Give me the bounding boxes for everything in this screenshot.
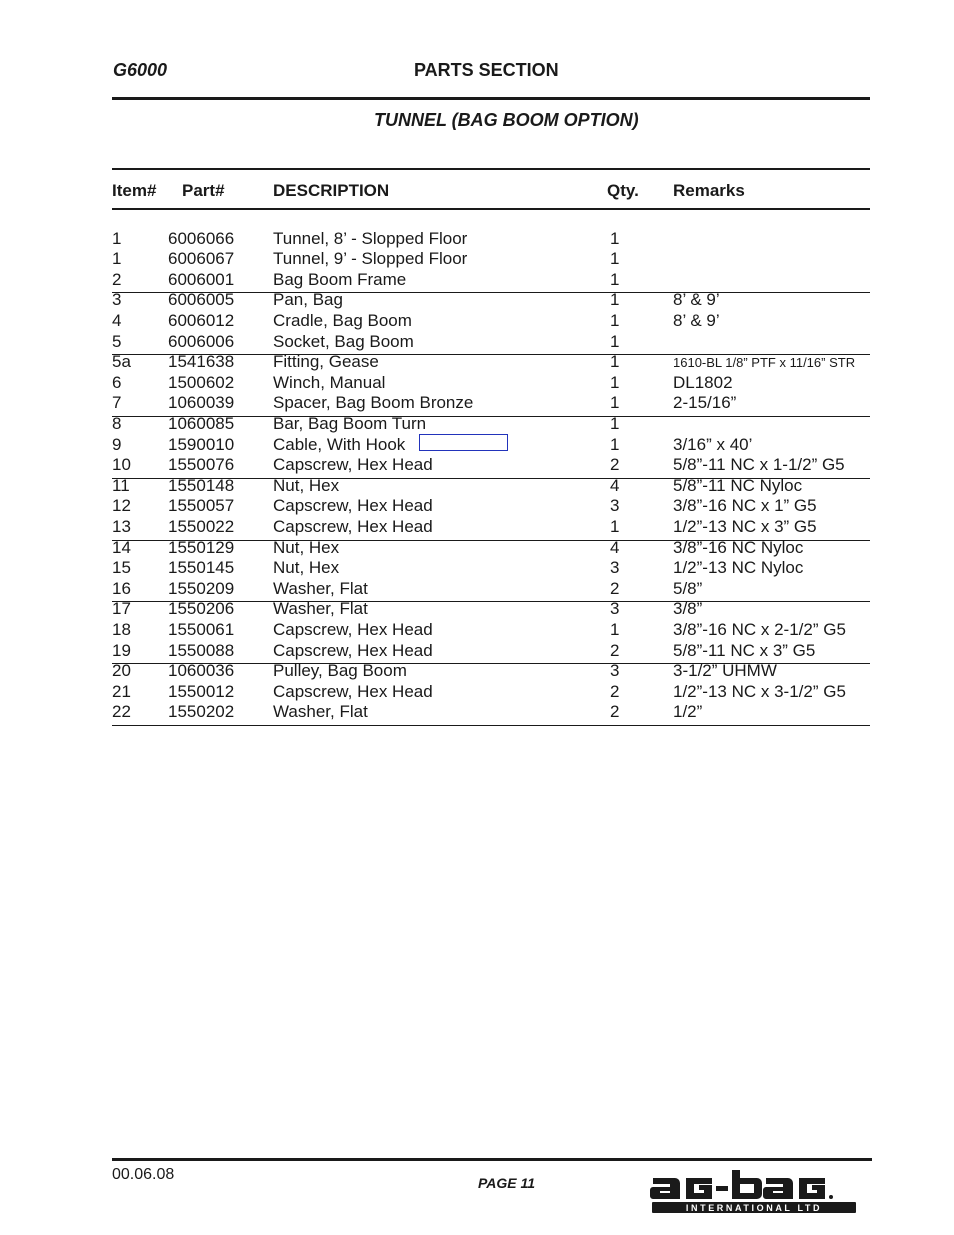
cell-item: 12 <box>112 496 131 516</box>
table-row <box>0 702 954 723</box>
row-group-divider <box>112 725 870 726</box>
footer-divider <box>112 1158 872 1161</box>
cell-item: 16 <box>112 578 131 598</box>
table-row <box>0 517 954 538</box>
cell-qty: 4 <box>610 537 620 557</box>
cell-part: 1060039 <box>168 393 235 413</box>
cell-item: 10 <box>112 455 131 475</box>
cell-item: 1 <box>112 249 122 269</box>
cell-remarks: 3/8”-16 NC x 1” G5 <box>673 496 817 516</box>
cell-description: Capscrew, Hex Head <box>273 619 433 639</box>
cell-item: 14 <box>112 537 131 557</box>
footer-date: 00.06.08 <box>112 1166 175 1183</box>
table-row <box>0 661 954 682</box>
cell-remarks: 1/2”-13 NC x 3-1/2” G5 <box>673 681 846 701</box>
cell-remarks: 1610-BL 1/8” PTF x 11/16” STR <box>673 355 856 371</box>
column-header-item: Item# <box>112 181 157 200</box>
cell-part: 6006012 <box>168 310 235 330</box>
cell-remarks: DL1802 <box>673 372 733 392</box>
section-title: PARTS SECTION <box>414 60 559 80</box>
column-header-description: DESCRIPTION <box>273 181 390 200</box>
cell-qty: 1 <box>610 516 620 536</box>
cell-part: 6006067 <box>168 249 235 269</box>
cell-item: 2 <box>112 269 122 289</box>
cell-remarks: 1/2”-13 NC Nyloc <box>673 558 804 578</box>
table-row <box>0 455 954 476</box>
column-header-qty: Qty. <box>607 181 639 200</box>
cell-qty: 4 <box>610 475 620 495</box>
cell-qty: 3 <box>610 599 620 619</box>
cell-description: Fitting, Gease <box>273 352 379 372</box>
table-row <box>0 249 954 270</box>
table-row <box>0 311 954 332</box>
cell-description: Tunnel, 9’ - Slopped Floor <box>273 249 468 269</box>
column-header-part: Part# <box>182 181 225 200</box>
cell-remarks: 8’ & 9’ <box>673 310 720 330</box>
cell-remarks: 8’ & 9’ <box>673 290 720 310</box>
table-row <box>0 538 954 559</box>
cell-qty: 2 <box>610 578 620 598</box>
cell-part: 6006005 <box>168 290 235 310</box>
cell-remarks: 2-15/16” <box>673 393 737 413</box>
cell-qty: 1 <box>610 331 620 351</box>
cell-item: 21 <box>112 681 131 701</box>
cell-item: 18 <box>112 619 131 639</box>
cell-item: 15 <box>112 558 131 578</box>
cell-part: 1590010 <box>168 434 235 454</box>
ag-bag-logo <box>650 1166 868 1214</box>
cell-remarks: 3/8”-16 NC x 2-1/2” G5 <box>673 619 846 639</box>
cell-description: Nut, Hex <box>273 475 340 495</box>
table-header-rule <box>112 208 870 210</box>
table-row <box>0 682 954 703</box>
cell-qty: 1 <box>610 269 620 289</box>
cell-item: 5 <box>112 331 122 351</box>
cell-part: 1060085 <box>168 413 235 433</box>
highlight-box <box>419 434 508 451</box>
cell-description: Capscrew, Hex Head <box>273 496 433 516</box>
cell-qty: 3 <box>610 558 620 578</box>
cell-qty: 3 <box>610 661 620 681</box>
cell-remarks: 3-1/2” UHMW <box>673 661 777 681</box>
cell-description: Capscrew, Hex Head <box>273 516 433 536</box>
cell-part: 1550022 <box>168 516 235 536</box>
cell-part: 1550148 <box>168 475 235 495</box>
page-number: PAGE 11 <box>478 1175 536 1191</box>
table-row <box>0 229 954 250</box>
cell-description: Spacer, Bag Boom Bronze <box>273 393 474 413</box>
model-label: G6000 <box>113 60 168 80</box>
table-row <box>0 270 954 291</box>
cell-part: 1550209 <box>168 578 235 598</box>
cell-part: 1550012 <box>168 681 235 701</box>
cell-remarks: 3/8” <box>673 599 703 619</box>
cell-part: 1550057 <box>168 496 235 516</box>
cell-qty: 1 <box>610 393 620 413</box>
cell-part: 1550145 <box>168 558 235 578</box>
cell-description: Socket, Bag Boom <box>273 331 414 351</box>
cell-part: 1550206 <box>168 599 235 619</box>
cell-description: Pulley, Bag Boom <box>273 661 407 681</box>
cell-description: Nut, Hex <box>273 558 340 578</box>
header-divider <box>112 97 870 100</box>
table-row <box>0 641 954 662</box>
cell-description: Cable, With Hook <box>273 434 406 454</box>
cell-description: Cradle, Bag Boom <box>273 310 412 330</box>
table-row <box>0 352 954 373</box>
cell-description: Nut, Hex <box>273 537 340 557</box>
cell-part: 1550202 <box>168 702 235 722</box>
cell-item: 11 <box>112 475 130 495</box>
cell-description: Capscrew, Hex Head <box>273 640 433 660</box>
cell-description: Capscrew, Hex Head <box>273 455 433 475</box>
cell-qty: 3 <box>610 496 620 516</box>
cell-item: 19 <box>112 640 131 660</box>
cell-remarks: 5/8”-11 NC Nyloc <box>673 475 803 495</box>
cell-qty: 1 <box>610 619 620 639</box>
cell-item: 6 <box>112 372 122 392</box>
cell-qty: 1 <box>610 310 620 330</box>
cell-description: Tunnel, 8’ - Slopped Floor <box>273 228 468 248</box>
logo-tagline: INTERNATIONAL LTD <box>685 1203 823 1213</box>
table-row <box>0 290 954 311</box>
cell-part: 1060036 <box>168 661 235 681</box>
cell-item: 1 <box>112 228 122 248</box>
cell-remarks: 3/8”-16 NC Nyloc <box>673 537 804 557</box>
cell-item: 9 <box>112 434 122 454</box>
cell-item: 7 <box>112 393 122 413</box>
table-top-rule <box>112 168 870 170</box>
cell-item: 3 <box>112 290 122 310</box>
table-row <box>0 579 954 600</box>
cell-part: 1550061 <box>168 619 235 639</box>
page-subtitle: TUNNEL (BAG BOOM OPTION) <box>374 110 639 130</box>
table-row <box>0 496 954 517</box>
cell-part: 6006001 <box>168 269 235 289</box>
cell-qty: 1 <box>610 249 620 269</box>
cell-description: Winch, Manual <box>273 372 386 392</box>
cell-item: 17 <box>112 599 131 619</box>
cell-remarks: 5/8”-11 NC x 3” G5 <box>673 640 816 660</box>
cell-item: 22 <box>112 702 131 722</box>
cell-description: Capscrew, Hex Head <box>273 681 433 701</box>
cell-part: 6006006 <box>168 331 235 351</box>
cell-remarks: 5/8”-11 NC x 1-1/2” G5 <box>673 455 845 475</box>
cell-item: 5a <box>112 352 131 372</box>
cell-part: 1550076 <box>168 455 235 475</box>
cell-part: 6006066 <box>168 228 235 248</box>
cell-qty: 1 <box>610 413 620 433</box>
cell-description: Bag Boom Frame <box>273 269 407 289</box>
cell-part: 1550129 <box>168 537 235 557</box>
cell-qty: 2 <box>610 455 620 475</box>
cell-part: 1541638 <box>168 352 235 372</box>
cell-item: 4 <box>112 310 122 330</box>
cell-description: Bar, Bag Boom Turn <box>273 413 427 433</box>
cell-qty: 1 <box>610 372 620 392</box>
cell-qty: 2 <box>610 702 620 722</box>
cell-remarks: 3/16” x 40’ <box>673 434 753 454</box>
table-row <box>0 558 954 579</box>
cell-qty: 1 <box>610 290 620 310</box>
cell-remarks: 5/8” <box>673 578 703 598</box>
cell-qty: 1 <box>610 434 620 454</box>
cell-item: 8 <box>112 413 122 433</box>
cell-remarks: 1/2”-13 NC x 3” G5 <box>673 516 817 536</box>
table-row <box>0 393 954 414</box>
cell-remarks: 1/2” <box>673 702 703 722</box>
cell-item: 20 <box>112 661 131 681</box>
table-row <box>0 620 954 641</box>
cell-part: 1550088 <box>168 640 235 660</box>
cell-description: Pan, Bag <box>273 290 343 310</box>
cell-description: Washer, Flat <box>273 578 368 598</box>
table-row <box>0 476 954 497</box>
table-row <box>0 414 954 435</box>
cell-qty: 1 <box>610 228 620 248</box>
cell-qty: 1 <box>610 352 620 372</box>
cell-description: Washer, Flat <box>273 599 368 619</box>
table-row <box>0 599 954 620</box>
cell-qty: 2 <box>610 681 620 701</box>
cell-item: 13 <box>112 516 131 536</box>
cell-qty: 2 <box>610 640 620 660</box>
column-header-remarks: Remarks <box>673 181 745 200</box>
cell-description: Washer, Flat <box>273 702 368 722</box>
table-row <box>0 332 954 353</box>
cell-part: 1500602 <box>168 372 235 392</box>
table-row <box>0 373 954 394</box>
